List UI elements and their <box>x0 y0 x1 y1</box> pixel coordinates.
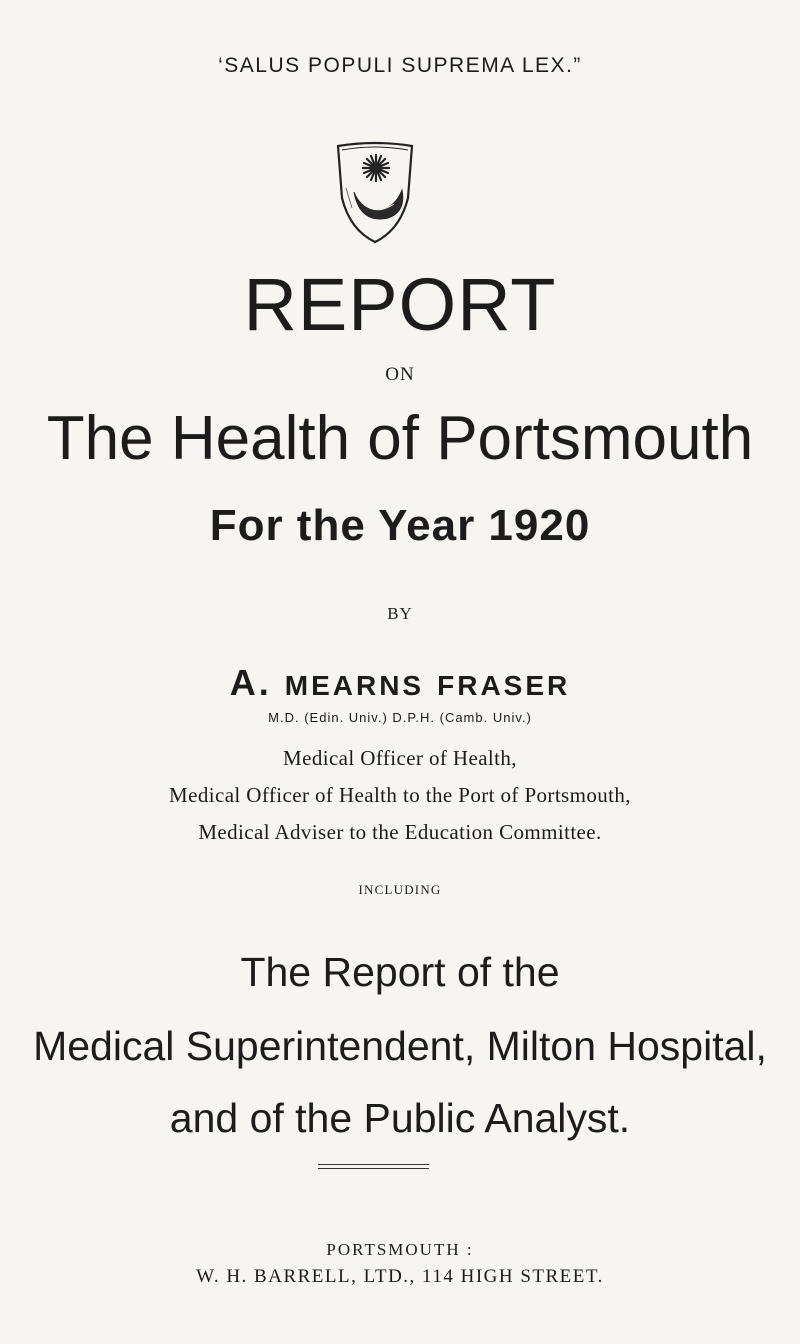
included-report-line: and of the Public Analyst. <box>169 1095 631 1141</box>
divider-rule <box>318 1168 429 1169</box>
author-initial: A. <box>229 662 272 703</box>
author-degrees: M.D. (Edin. Univ.) D.P.H. (Camb. Univ.) <box>268 710 532 725</box>
author-role: Medical Officer of Health to the Port of Portsmouth, <box>169 783 631 807</box>
included-report-line: The Report of the <box>240 949 560 995</box>
imprint-place: PORTSMOUTH : <box>326 1240 474 1259</box>
imprint-printer: W. H. BARRELL, LTD., 114 HIGH STREET. <box>196 1266 604 1287</box>
author-role: Medical Officer of Health, <box>283 746 517 770</box>
author-last-name: FRASER <box>437 670 571 701</box>
subject-title: The Health of Portsmouth <box>46 404 754 473</box>
on-label: ON <box>385 364 415 385</box>
author-role: Medical Adviser to the Education Committee. <box>198 820 602 844</box>
author-name <box>0 662 800 703</box>
included-report-line: Medical Superintendent, Milton Hospital, <box>33 1023 767 1069</box>
divider-rule <box>318 1164 429 1165</box>
star-and-crescent-shield-icon <box>330 138 420 248</box>
year-line: For the Year 1920 <box>209 501 591 550</box>
including-label: INCLUDING <box>358 882 442 897</box>
report-title: REPORT <box>243 263 557 346</box>
by-label: BY <box>387 604 413 623</box>
author-first-name: MEARNS <box>284 670 425 701</box>
motto: ‘SALUS POPULI SUPREMA LEX.” <box>218 54 582 77</box>
